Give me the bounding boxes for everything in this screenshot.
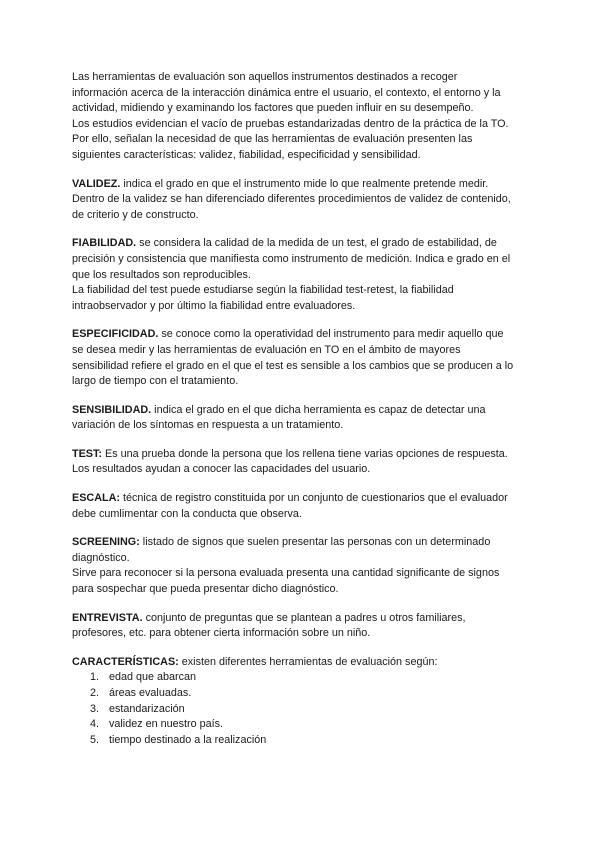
- definition-first-line: [72, 177, 532, 193]
- text-line: profesores, etc. para obtener cierta información sobre un niño.: [72, 627, 371, 640]
- text-line: Dentro de la validez se han diferenciado diferentes procedimientos de validez de contenido,: [72, 193, 511, 206]
- term-heading: SCREENING:: [72, 536, 140, 549]
- text-line: que los resultados son reproducibles.: [72, 268, 251, 281]
- definition-first-line: [72, 327, 532, 343]
- definition-first-line: [72, 655, 532, 671]
- list-number: 4.: [90, 718, 100, 731]
- term-heading: ENTREVISTA.: [72, 611, 143, 624]
- term-heading: SENSIBILIDAD.: [72, 403, 152, 416]
- term-heading: CARACTERÍSTICAS:: [72, 655, 179, 668]
- text-line: para sospechar que pueda presentar dicho diagnóstico.: [72, 583, 339, 596]
- text-line: intraobservador y por último la fiabilidad entre evaluadores.: [72, 299, 356, 312]
- list-number: 3.: [90, 702, 100, 715]
- text-line: Las herramientas de evaluación son aquellos instrumentos destinados a recoger: [72, 71, 458, 83]
- text-line: La fiabilidad del test puede estudiarse según la fiabilidad test-retest, la fiabilidad: [72, 284, 454, 297]
- definition-text: se conoce como la operatividad del instrumento para medir aquello que: [158, 328, 504, 341]
- text-line: información acerca de la interacción dinámica entre el usuario, el contexto, el entorno y la: [72, 86, 501, 99]
- definition-first-line: [72, 611, 532, 627]
- document-page: [72, 70, 532, 761]
- text-line: sensibilidad refiere el grado en el que el test es sensible a los cambios que se producen a lo: [72, 359, 514, 372]
- text-line: se desea medir y las herramientas de evaluación en TO en el ámbito de mayores: [72, 343, 461, 356]
- definition-first-line: [72, 403, 532, 419]
- definition-first-line: [72, 236, 532, 252]
- list-item: [90, 670, 532, 686]
- definition-text: indica el grado en que el instrumento mide lo que realmente pretende medir.: [120, 177, 489, 190]
- term-heading: TEST:: [72, 447, 102, 460]
- text-line: largo de tiempo con el tratamiento.: [72, 375, 239, 388]
- list-item: [90, 733, 532, 749]
- term-heading: ESPECIFICIDAD.: [72, 328, 159, 341]
- list-item: [90, 686, 532, 702]
- definition-text: técnica de registro constituida por un conjunto de cuestionarios que el evaluador: [120, 492, 508, 505]
- definition-text: conjunto de preguntas que se plantean a padres u otros familiares,: [142, 611, 466, 624]
- sensibilidad-paragraph: [72, 403, 532, 434]
- definition-first-line: [72, 535, 532, 551]
- list-item-text: áreas evaluadas.: [109, 687, 192, 699]
- term-heading: VALIDEZ.: [72, 177, 121, 190]
- list-number: 5.: [90, 733, 100, 746]
- validez-paragraph: [72, 177, 532, 224]
- list-item: [90, 702, 532, 718]
- term-heading: FIABILIDAD.: [72, 237, 137, 250]
- definition-first-line: [72, 447, 532, 463]
- definition-text: existen diferentes herramientas de evaluación según:: [178, 655, 438, 668]
- intro-paragraph: [72, 70, 532, 164]
- definition-text: se considera la calidad de la medida de un test, el grado de estabilidad, de: [136, 237, 497, 250]
- text-line: precisión y consistencia que manifiesta como instrumento de medición. Indica e grado en el: [72, 252, 511, 265]
- list-item-text: tiempo destinado a la realización: [109, 733, 267, 746]
- especificidad-paragraph: [72, 327, 532, 389]
- text-line: debe cumlimentar con la conducta que observa.: [72, 507, 302, 520]
- definition-first-line: [72, 491, 532, 507]
- list-item: [90, 717, 532, 733]
- list-item-text: validez en nuestro país.: [109, 718, 224, 731]
- text-line: siguientes características: validez, fiabilidad, especificidad y sensibilidad.: [72, 148, 421, 161]
- definition-text: listado de signos que suelen presentar las personas con un determinado: [139, 536, 491, 549]
- entrevista-paragraph: [72, 611, 532, 642]
- list-number: 1.: [90, 671, 100, 684]
- text-line: Los resultados ayudan a conocer las capacidades del usuario.: [72, 463, 371, 476]
- caracteristicas-section: [72, 655, 532, 749]
- characteristics-list: [72, 670, 532, 748]
- list-number: 2.: [90, 687, 100, 699]
- test-paragraph: [72, 447, 532, 478]
- text-line: de criterio y de constructo.: [72, 208, 199, 221]
- escala-paragraph: [72, 491, 532, 522]
- text-line: diagnóstico.: [72, 551, 130, 564]
- definition-text: indica el grado en el que dicha herramienta es capaz de detectar una: [151, 403, 486, 416]
- screening-paragraph: [72, 535, 532, 597]
- text-line: Los estudios evidencian el vacío de pruebas estandarizadas dentro de la práctica de la TO.: [72, 117, 509, 130]
- text-line: Sirve para reconocer si la persona evaluada presenta una cantidad significante de signos: [72, 567, 500, 580]
- list-item-text: edad que abarcan: [109, 671, 197, 684]
- fiabilidad-paragraph: [72, 236, 532, 314]
- text-line: variación de los síntomas en respuesta a un tratamiento.: [72, 419, 344, 432]
- text-line: Por ello, señalan la necesidad de que las herramientas de evaluación presenten las: [72, 133, 473, 146]
- text-line: actividad, midiendo y examinando los factores que pueden influir en su desempeño.: [72, 102, 474, 115]
- definition-text: Es una prueba donde la persona que los rellena tiene varias opciones de respuesta.: [102, 447, 508, 460]
- term-heading: ESCALA:: [72, 492, 120, 505]
- list-item-text: estandarización: [109, 702, 185, 715]
